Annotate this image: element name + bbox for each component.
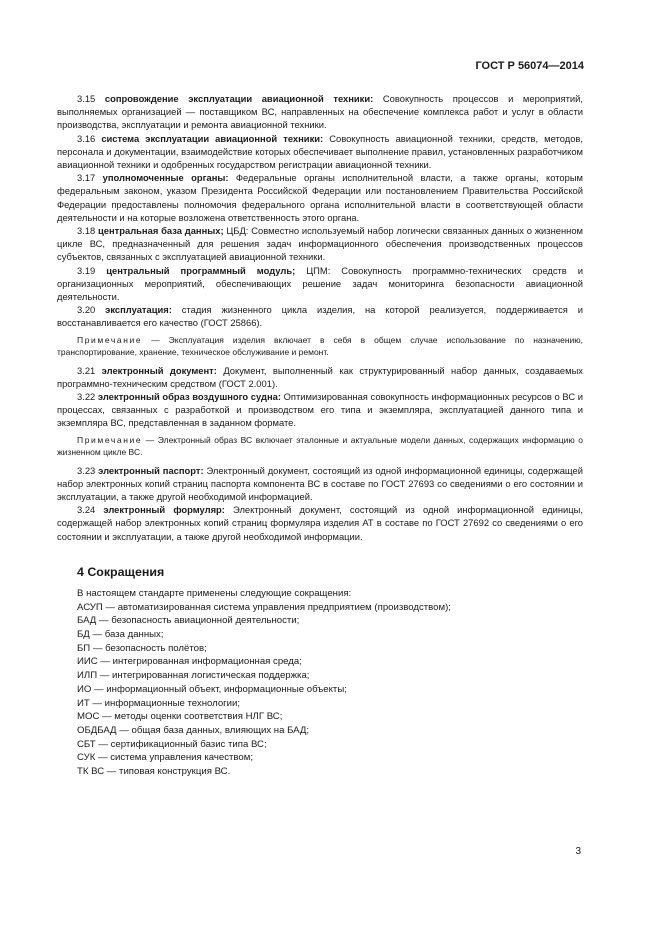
definition-number: 3.19 bbox=[77, 264, 96, 276]
definition-text: ЦПМ: Совокупность программно-технических средств и организационных мероприятий, обеспечивающих решение задач мониторинга безопасности авиационной деятельности. bbox=[57, 264, 584, 303]
abbreviation-item: БД — база данных; bbox=[77, 629, 164, 640]
definition-text: Федеральные органы исполнительной власти, а также органы, которым федеральным законом, указом Президента Российской Федерации или постановлением Правительства Российской Федерации предоставлены полномочия федерального органа исполнительной власти в соответствующей области деятельности и на которые возложена ответственность этого органа. bbox=[57, 172, 583, 223]
note-label: Примечание bbox=[77, 334, 143, 345]
note-2 bbox=[57, 434, 583, 458]
definition-3-18 bbox=[57, 224, 583, 264]
definition-number: 3.23 bbox=[77, 464, 96, 476]
note-text: — Эксплуатация изделия включает в себя в общем случае использование по назначению, транспортирование, хранение, техническое обслуживание и ремонт. bbox=[57, 334, 583, 357]
definitions-block-3 bbox=[57, 464, 583, 543]
note-1 bbox=[57, 334, 583, 358]
definition-term: система эксплуатации авиационной техники: bbox=[101, 132, 324, 144]
definition-3-22 bbox=[57, 390, 583, 430]
abbreviation-item: БП — безопасность полётов; bbox=[77, 642, 207, 654]
definition-term: эксплуатация: bbox=[105, 304, 172, 316]
abbreviation-item: АСУП — автоматизированная система управления предприятием (производством); bbox=[77, 601, 451, 613]
abbreviation-items bbox=[77, 601, 583, 779]
definitions-block-2 bbox=[57, 364, 583, 430]
section-title: 4 Сокращения bbox=[77, 564, 165, 579]
abbreviation-item: СУК — система управления качеством; bbox=[77, 752, 254, 764]
note-label: Примечание bbox=[77, 434, 143, 445]
definition-number: 3.15 bbox=[77, 93, 96, 104]
abbreviation-item: ИТ — информационные технологии; bbox=[77, 697, 241, 709]
definition-text: стадия жизненного цикла изделия, на которой реализуется, поддерживается и восстанавливается его качество (ГОСТ 25866). bbox=[57, 304, 583, 329]
definition-number: 3.20 bbox=[77, 304, 96, 316]
abbreviation-item: ОБДБАД — общая база данных, влияющих на БАД; bbox=[77, 724, 310, 736]
definition-text: Электронный документ, состоящий из одной информационной единицы, содержащей набор электронных копий страниц формуляра изделия АТ в составе по ГОСТ 27692 со сведениями о его состоянии и эксплуатации, а также другой необходимой информации. bbox=[57, 504, 583, 542]
definition-term: электронный документ: bbox=[101, 364, 217, 376]
definition-number: 3.16 bbox=[77, 132, 96, 144]
definition-3-23 bbox=[57, 464, 583, 504]
abbreviations-list bbox=[77, 587, 583, 779]
definition-3-19 bbox=[57, 264, 583, 304]
definition-3-24 bbox=[57, 503, 583, 543]
abbreviation-item: МОС — методы оценки соответствия НЛГ ВС; bbox=[77, 711, 283, 723]
definition-number: 3.18 bbox=[77, 225, 96, 237]
definition-term: уполномоченные органы: bbox=[102, 172, 229, 184]
definition-number: 3.21 bbox=[77, 364, 96, 376]
definition-text: Совокупность процессов и мероприятий, выполняемых организацией — поставщиком ВС, направленных на обеспечение комплекса работ и услуг в области производства, эксплуатации и ремонта авиационной техники. bbox=[57, 93, 583, 131]
definition-term: центральная база данных; bbox=[98, 225, 224, 237]
abbreviation-item: ИЛП — интегрированная логистическая поддержка; bbox=[77, 670, 310, 682]
standard-header: ГОСТ Р 56074—2014 bbox=[475, 60, 584, 72]
abbreviation-item: ИИС — интегрированная информационная среда; bbox=[77, 656, 302, 668]
abbreviation-item: ТК ВС — типовая конструкция ВС. bbox=[77, 766, 231, 778]
page-number: 3 bbox=[575, 846, 581, 857]
definition-term: электронный формуляр: bbox=[103, 504, 225, 516]
definition-3-20 bbox=[57, 303, 583, 329]
definition-term: центральный программный модуль; bbox=[106, 264, 296, 276]
definition-3-15 bbox=[57, 92, 583, 132]
definition-term: сопровождение эксплуатации авиационной техники: bbox=[104, 93, 374, 104]
abbreviation-item: ИО — информационный объект, информационные объекты; bbox=[77, 683, 347, 695]
note-text: — Электронный образ ВС включает эталонные и актуальные модели данных, содержащих информацию о жизненном цикле ВС. bbox=[57, 434, 583, 457]
abbreviations-intro: В настоящем стандарте применены следующие сокращения: bbox=[77, 587, 352, 599]
definition-number: 3.22 bbox=[77, 391, 96, 403]
definitions-block-1 bbox=[57, 92, 583, 330]
definition-3-21 bbox=[57, 364, 583, 390]
definition-number: 3.17 bbox=[77, 172, 96, 184]
definition-term: электронный паспорт: bbox=[98, 464, 204, 476]
definition-text: Оптимизированная совокупность информационных ресурсов о ВС и процессах, связанных с разработкой и производством его типа и экземпляра, эксплуатацией данного типа и экземпляра ВС, представленная в заданном формате. bbox=[57, 391, 583, 429]
definition-text: Совокупность авиационной техники, средств, методов, персонала и документации, взаимодействие которых обеспечивает выполнение правил, установленных разработчиком авиационной техники и одобренных государством регистрации авиационной техники. bbox=[57, 132, 583, 171]
definition-text: ЦБД: Совместно используемый набор логически связанных данных о жизненном цикле ВС, предназначенный для решения задач информационного обеспечения производственных процессов субъектов, связанных с эксплуатацией авиационной техники. bbox=[57, 225, 583, 263]
definition-term: электронный образ воздушного судна: bbox=[97, 391, 281, 403]
abbreviation-item: СБТ — сертификационный базис типа ВС; bbox=[77, 738, 267, 750]
definition-text: Документ, выполненный как структурированный набор данных, создаваемых программно-техническим средством (ГОСТ 2.001). bbox=[57, 364, 583, 389]
document-body bbox=[57, 92, 583, 779]
definition-3-16 bbox=[57, 132, 583, 172]
definition-number: 3.24 bbox=[77, 504, 96, 516]
definition-3-17 bbox=[57, 171, 583, 224]
abbreviation-item: БАД — безопасность авиационной деятельности; bbox=[77, 615, 300, 627]
definition-text: Электронный документ, состоящий из одной информационной единицы, содержащей набор электронных копий страниц паспорта компонента ВС в составе по ГОСТ 27693 со сведениями о его состоянии и эксплуатации, а также другой необходимой информацией. bbox=[57, 464, 583, 503]
